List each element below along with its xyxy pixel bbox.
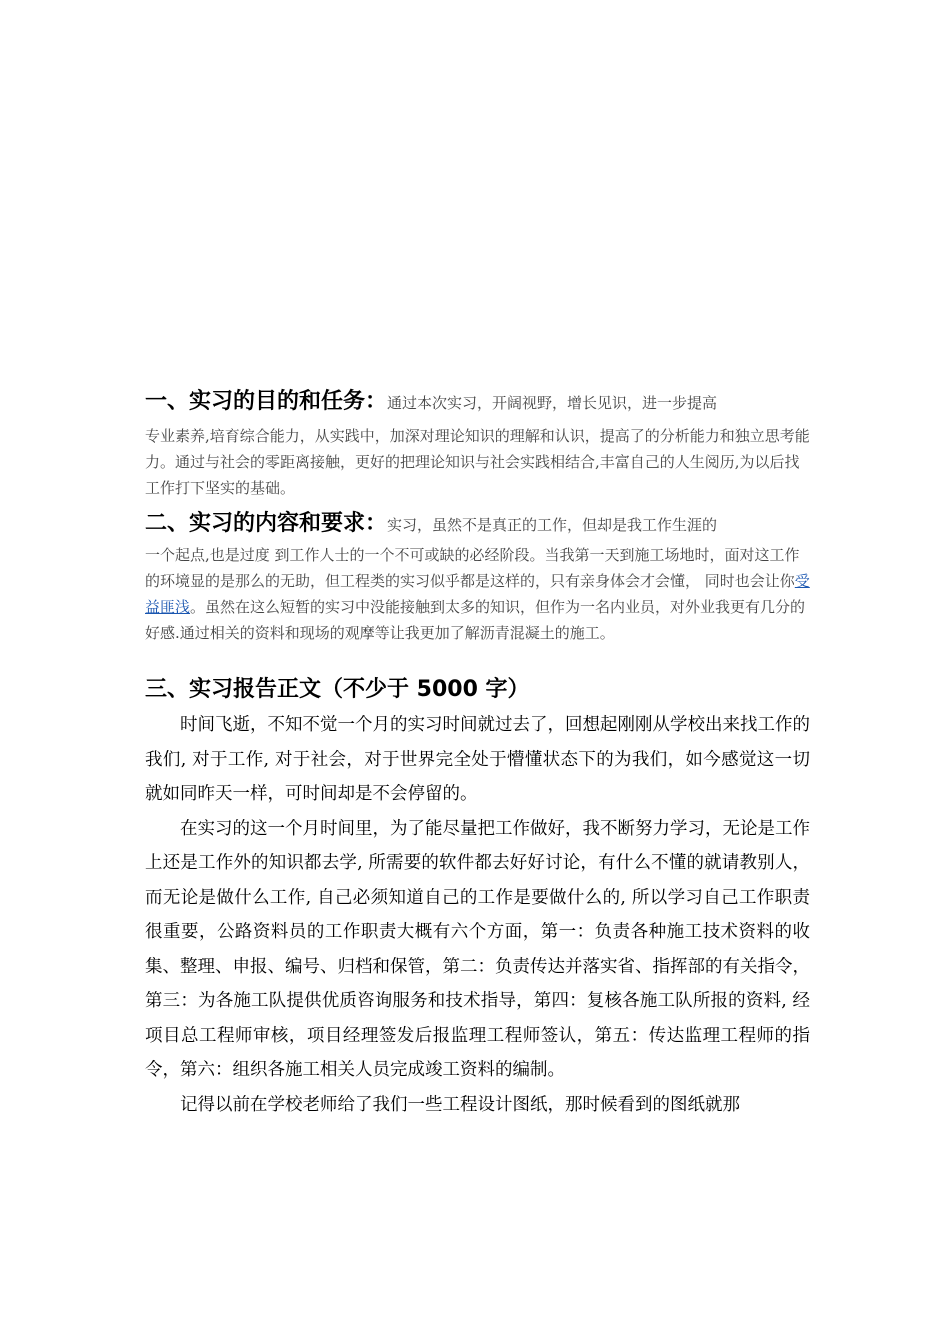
- report-paragraph: 记得以前在学校老师给了我们一些工程设计图纸，那时候看到的图纸就那: [180, 1094, 740, 1115]
- section-content-intro: 实习，虽然不是真正的工作，但却是我工作生涯的: [387, 516, 718, 534]
- section-purpose-first-line: [145, 382, 810, 423]
- section-content-heading: 二、实习的内容和要求：: [145, 511, 388, 536]
- document-body: [145, 382, 810, 1122]
- section-purpose-intro: 通过本次实习，开阔视野，增长见识，进一步提高: [387, 394, 718, 412]
- section-report-heading: 三、实习报告正文（不少于 5000 字）: [145, 677, 530, 702]
- report-paragraph: 时间飞逝，不知不觉一个月的实习时间就过去了，回想起刚刚从学校出来找工作的我们, 对于工作, 对于社会，对于世界完全处于懵懂状态下的为我们，如今感觉这一切就如同昨天一样，可时间却是不会停留的。: [145, 715, 810, 804]
- section-content-text-b: 。虽然在这么短暂的实习中没能接触到太多的知识，但作为一名内业员，对外业我更有几分的好感.通过相关的资料和现场的观摩等让我更加了解沥青混凝土的施工。: [145, 598, 806, 642]
- section-content: [145, 507, 810, 646]
- section-content-first-line: [145, 507, 810, 542]
- section-content-text: [145, 542, 810, 646]
- section-content-text-a: 一个起点,也是过度 到工作人士的一个不可或缺的必经阶段。当我第一天到施工场地时，面对这工作的环境显的是那么的无助，但工程类的实习似乎都是这样的，只有亲身体会才会懂， 同时也会让你: [145, 546, 800, 590]
- section-purpose-text: 专业素养,培育综合能力，从实践中，加深对理论知识的理解和认识，提高了的分析能力和独立思考能力。通过与社会的零距离接触，更好的把理论知识与社会实践相结合,丰富自己的人生阅历,为以后找工作打下坚实的基础。: [145, 427, 810, 497]
- section-purpose: [145, 382, 810, 501]
- inline-link[interactable]: 受益匪浅: [145, 572, 810, 616]
- report-paragraph: 在实习的这一个月时间里，为了能尽量把工作做好，我不断努力学习，无论是工作上还是工作外的知识都去学, 所需要的软件都去好好讨论，有什么不懂的就请教别人，而无论是做什么工作, 自己必须知道自己的工作是要做什么的, 所以学习自己工作职责很重要，公路资料员的工作职责大概有六个方面，第一：负责各种施工技术资料的收集、整理、申报、编号、归档和保管，第二：负责传达并落实省、指挥部的有关指令，第三：为各施工队提供优质咨询服务和技术指导，第四：复核各施工队所报的资料, 经项目总工程师审核，项目经理签发后报监理工程师签认，第五：传达监理工程师的指令，第六：组织各施工相关人员完成竣工资料的编制。: [145, 818, 810, 1080]
- section-purpose-heading: 一、实习的目的和任务：: [145, 389, 388, 414]
